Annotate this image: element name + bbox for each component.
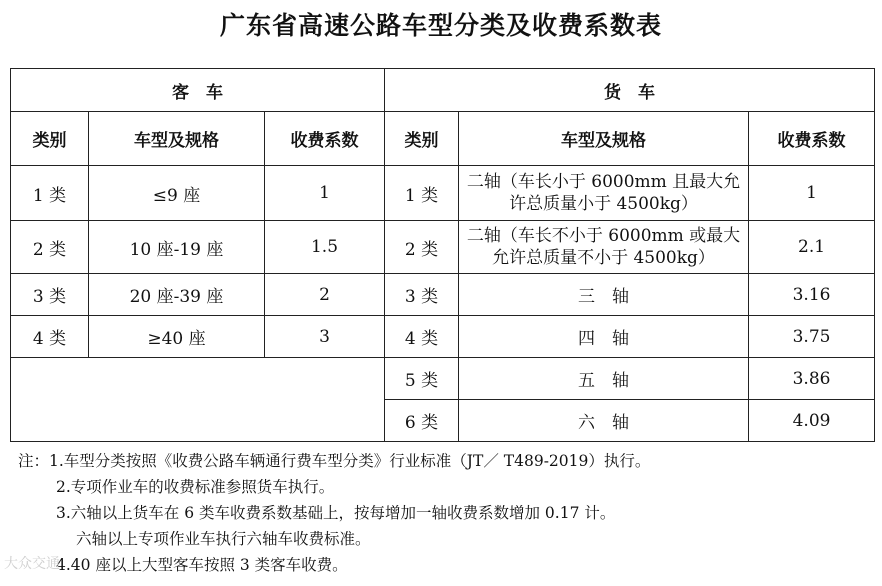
notes-section <box>18 448 650 578</box>
freight-group-header: 货 车 <box>385 69 875 112</box>
freight-class-cell: 6 类 <box>385 400 459 442</box>
passenger-spec-cell: 10 座-19 座 <box>89 221 265 274</box>
passenger-spec-cell: ≥40 座 <box>89 316 265 358</box>
freight-coef-header: 收费系数 <box>749 112 875 166</box>
freight-spec-cell: 二轴（车长不小于 6000mm 或最大允许总质量不小于 4500kg） <box>459 221 749 274</box>
passenger-spec-cell: 20 座-39 座 <box>89 274 265 316</box>
passenger-category-header: 类别 <box>11 112 89 166</box>
column-header-row <box>11 112 875 166</box>
table-row <box>11 358 875 400</box>
empty-passenger-area <box>11 358 385 442</box>
freight-coef-cell: 3.86 <box>749 358 875 400</box>
passenger-spec-cell: ≤9 座 <box>89 166 265 221</box>
passenger-coef-header: 收费系数 <box>265 112 385 166</box>
passenger-group-header: 客 车 <box>11 69 385 112</box>
freight-category-header: 类别 <box>385 112 459 166</box>
passenger-coef-cell: 1 <box>265 166 385 221</box>
note-line: 2.专项作业车的收费标准参照货车执行。 <box>56 478 335 496</box>
table-row <box>11 316 875 358</box>
note-line: 六轴以上专项作业车执行六轴车收费标准。 <box>76 530 371 548</box>
freight-coef-cell: 3.16 <box>749 274 875 316</box>
passenger-coef-cell: 2 <box>265 274 385 316</box>
note-line: 3.六轴以上货车在 6 类车收费系数基础上，按每增加一轴收费系数增加 0.17 计。 <box>56 504 616 522</box>
passenger-class-cell: 1 类 <box>11 166 89 221</box>
group-header-row <box>11 69 875 112</box>
freight-coef-cell: 3.75 <box>749 316 875 358</box>
passenger-class-cell: 2 类 <box>11 221 89 274</box>
freight-spec-cell: 四 轴 <box>459 316 749 358</box>
freight-class-cell: 1 类 <box>385 166 459 221</box>
watermark: 大众交通 <box>4 556 60 572</box>
freight-class-cell: 4 类 <box>385 316 459 358</box>
note-line: 4.40 座以上大型客车按照 3 类客车收费。 <box>56 556 348 574</box>
table-row <box>11 274 875 316</box>
freight-spec-header: 车型及规格 <box>459 112 749 166</box>
passenger-spec-header: 车型及规格 <box>89 112 265 166</box>
table-row <box>11 166 875 221</box>
passenger-coef-cell: 1.5 <box>265 221 385 274</box>
freight-class-cell: 3 类 <box>385 274 459 316</box>
freight-spec-cell: 二轴（车长小于 6000mm 且最大允许总质量小于 4500kg） <box>459 166 749 221</box>
passenger-coef-cell: 3 <box>265 316 385 358</box>
note-line: 注：1.车型分类按照《收费公路车辆通行费车型分类》行业标准（JT／ T489-2019）执行。 <box>18 452 651 470</box>
table-row <box>11 221 875 274</box>
freight-spec-cell: 五 轴 <box>459 358 749 400</box>
fee-table <box>10 68 875 442</box>
page-title: 广东省高速公路车型分类及收费系数表 <box>219 11 662 40</box>
passenger-class-cell: 3 类 <box>11 274 89 316</box>
freight-coef-cell: 2.1 <box>749 221 875 274</box>
freight-spec-cell: 六 轴 <box>459 400 749 442</box>
freight-coef-cell: 1 <box>749 166 875 221</box>
freight-class-cell: 5 类 <box>385 358 459 400</box>
freight-spec-cell: 三 轴 <box>459 274 749 316</box>
freight-class-cell: 2 类 <box>385 221 459 274</box>
freight-coef-cell: 4.09 <box>749 400 875 442</box>
passenger-class-cell: 4 类 <box>11 316 89 358</box>
